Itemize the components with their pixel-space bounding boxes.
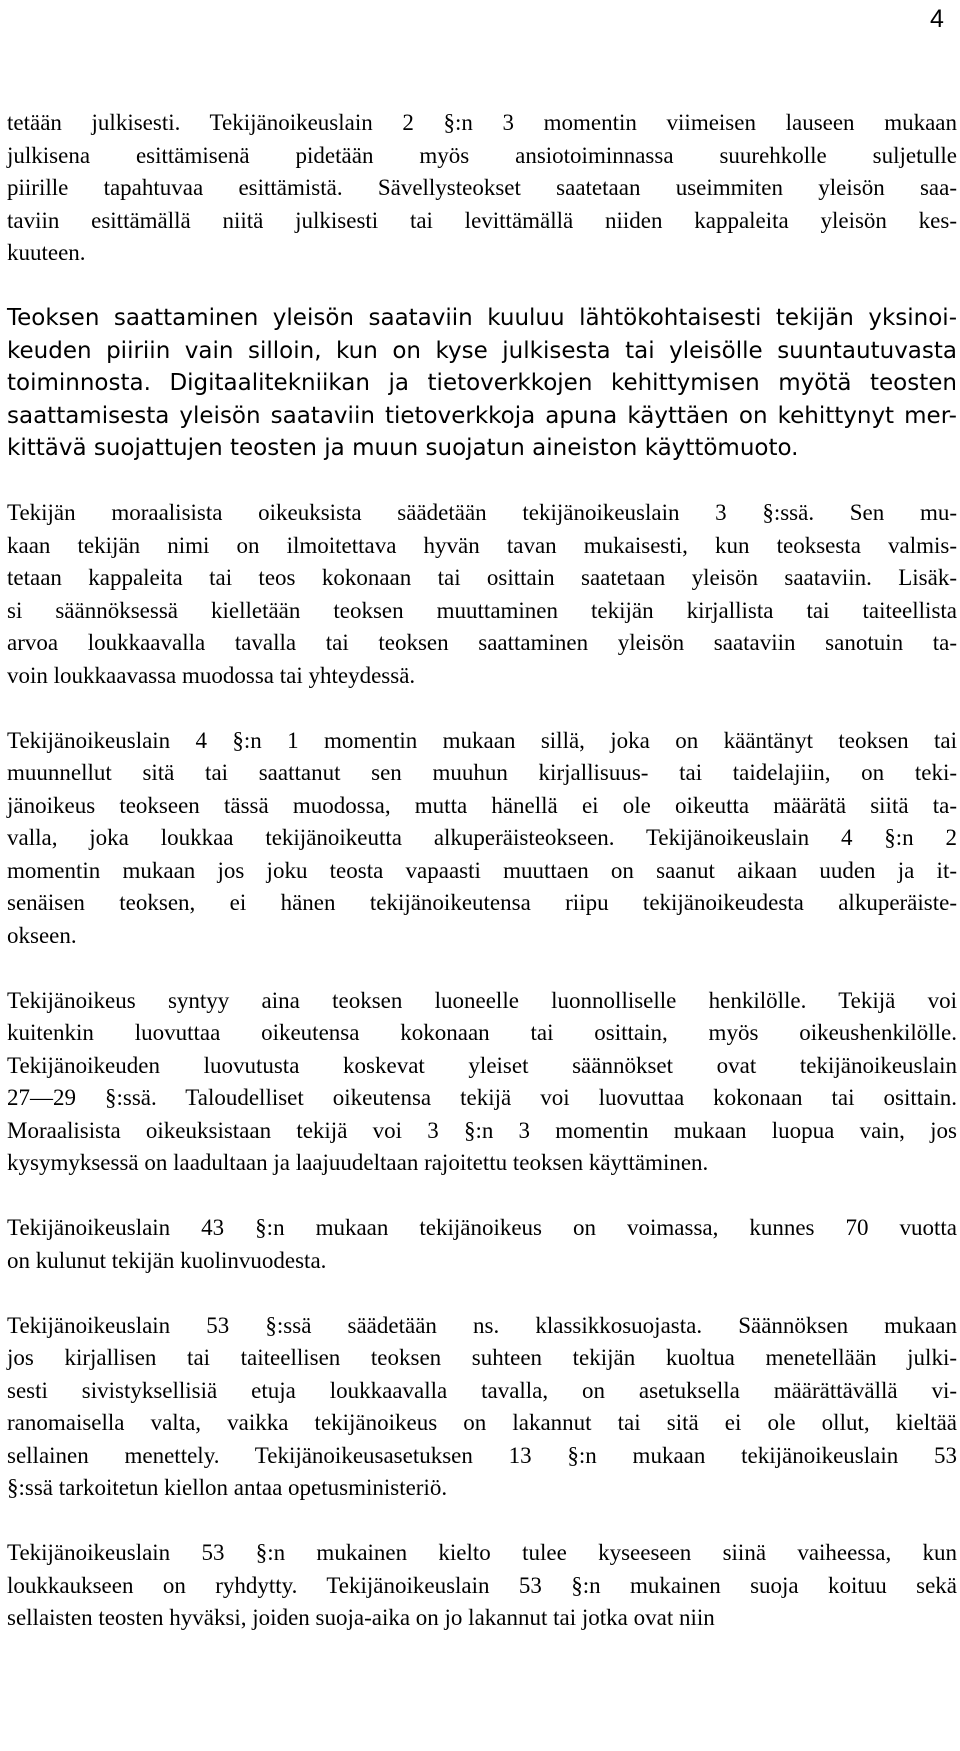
text-line: tetaan kappaleita tai teos kokonaan tai osittain saatetaan yleisön saataviin. Lisäk- <box>7 565 957 590</box>
text-line: kaan tekijän nimi on ilmoitettava hyvän tavan mukaisesti, kun teoksesta valmis- <box>7 532 957 558</box>
text-line: ranomaisella valta, vaikka tekijänoikeus on lakannut tai sitä ei ole ollut, kieltää <box>7 1410 957 1435</box>
paragraph-gap <box>7 1180 957 1213</box>
text-line: jos kirjallisen tai taiteellisen teoksen suhteen tekijän kuoltua menetellään julki- <box>7 1345 957 1370</box>
paragraph-gap <box>7 692 957 725</box>
text-line: Tekijänoikeuden luovutusta koskevat yleiset säännökset ovat tekijänoikeuslain <box>7 1052 957 1078</box>
paragraph-gap <box>7 1505 957 1538</box>
text-line: Tekijänoikeuslain 53 §:n mukainen kielto tulee kyseeseen siinä vaiheessa, kun <box>7 1540 957 1565</box>
text-line: arvoa loukkaavalla tavalla tai teoksen saattaminen yleisön saataviin sanotuin ta- <box>7 630 957 655</box>
text-line: §:ssä tarkoitetun kiellon antaa opetusministeriö. <box>7 1475 448 1500</box>
text-line: valla, joka loukkaa tekijänoikeutta alkuperäisteokseen. Tekijänoikeuslain 4 §:n 2 <box>7 825 957 850</box>
text-line: okseen. <box>7 922 77 948</box>
paragraph-gap <box>7 465 957 498</box>
text-line: saattamisesta yleisön saataviin tietoverkkoja apuna käyttäen on kehittynyt mer- <box>7 402 957 429</box>
text-line: muunnellut sitä tai saattanut sen muuhun kirjallisuus- tai taidelajiin, on teki- <box>7 760 957 785</box>
paragraph-gap <box>7 952 957 985</box>
text-line: voin loukkaavassa muodossa tai yhteydessä. <box>7 662 416 688</box>
text-line: taviin esittämällä niitä julkisesti tai levittämällä niiden kappaleita yleisön kes- <box>7 207 957 233</box>
text-line: Tekijänoikeuslain 53 §:ssä säädetään ns. klassikkosuojasta. Säännöksen mukaan <box>7 1312 957 1338</box>
text-line: senäisen teoksen, ei hänen tekijänoikeutensa riipu tekijänoikeudesta alkuperäiste- <box>7 890 957 915</box>
paragraph <box>7 1212 957 1277</box>
text-line: jänoikeus teokseen tässä muodossa, mutta hänellä ei ole oikeutta määrätä siitä ta- <box>7 792 957 818</box>
paragraph <box>7 1310 957 1505</box>
text-line: julkisena esittämisenä pidetään myös ansiotoiminnassa suurehkolle suljetulle <box>7 142 957 168</box>
paragraph <box>7 725 957 953</box>
text-line: Teoksen saattaminen yleisön saataviin kuuluu lähtökohtaisesti tekijän yksinoi- <box>7 305 957 331</box>
text-line: Moraalisista oikeuksistaan tekijä voi 3 §:n 3 momentin mukaan luopua vain, jos <box>7 1117 957 1143</box>
text-line: momentin mukaan jos joku teosta vapaasti muuttaen on saanut aikaan uuden ja it- <box>7 857 957 883</box>
text-line: Tekijän moraalisista oikeuksista säädetään tekijänoikeuslain 3 §:ssä. Sen mu- <box>7 500 957 525</box>
text-line: 27—29 §:ssä. Taloudelliset oikeutensa tekijä voi luovuttaa kokonaan tai osittain. <box>7 1085 957 1110</box>
text-line: sellaisten teosten hyväksi, joiden suoja-aika on jo lakannut tai jotka ovat niin <box>7 1605 715 1630</box>
document-body <box>7 107 957 1635</box>
paragraph <box>7 302 957 465</box>
text-line: sellainen menettely. Tekijänoikeusasetuksen 13 §:n mukaan tekijänoikeuslain 53 <box>7 1442 957 1468</box>
text-line: kysymyksessä on laadultaan ja laajuudeltaan rajoitettu teoksen käyttäminen. <box>7 1150 709 1175</box>
text-line: Tekijänoikeus syntyy aina teoksen luoneelle luonnolliselle henkilölle. Tekijä voi <box>7 987 957 1013</box>
text-line: sesti sivistyksellisiä etuja loukkaavalla tavalla, on asetuksella määrättävällä vi- <box>7 1377 957 1403</box>
text-line: piirille tapahtuvaa esittämistä. Sävellysteokset saatetaan useimmiten yleisön saa- <box>7 175 957 200</box>
text-line: kuitenkin luovuttaa oikeutensa kokonaan tai osittain, myös oikeushenkilölle. <box>7 1020 957 1045</box>
text-line: loukkaukseen on ryhdytty. Tekijänoikeuslain 53 §:n mukainen suoja koituu sekä <box>7 1572 957 1598</box>
paragraph <box>7 985 957 1180</box>
paragraph <box>7 1537 957 1635</box>
paragraph <box>7 107 957 270</box>
text-line: kuuteen. <box>7 240 86 265</box>
paragraph-gap <box>7 270 957 303</box>
text-line: Tekijänoikeuslain 4 §:n 1 momentin mukaan sillä, joka on kääntänyt teoksen tai <box>7 727 957 753</box>
text-line: tetään julkisesti. Tekijänoikeuslain 2 §:n 3 momentin viimeisen lauseen mukaan <box>7 110 957 135</box>
text-line: Tekijänoikeuslain 43 §:n mukaan tekijänoikeus on voimassa, kunnes 70 vuotta <box>7 1215 957 1240</box>
text-line: keuden piiriin vain silloin, kun on kyse julkisesta tai yleisölle suuntautuvasta <box>7 337 957 364</box>
paragraph <box>7 497 957 692</box>
text-line: kittävä suojattujen teosten ja muun suojatun aineiston käyttömuoto. <box>7 435 799 461</box>
paragraph-gap <box>7 1277 957 1310</box>
page-number: 4 <box>930 5 944 33</box>
text-line: on kulunut tekijän kuolinvuodesta. <box>7 1247 327 1273</box>
text-line: toiminnosta. Digitaalitekniikan ja tietoverkkojen kehittymisen myötä teosten <box>7 370 957 396</box>
text-line: si säännöksessä kielletään teoksen muuttaminen tekijän kirjallista tai taiteellista <box>7 597 957 623</box>
